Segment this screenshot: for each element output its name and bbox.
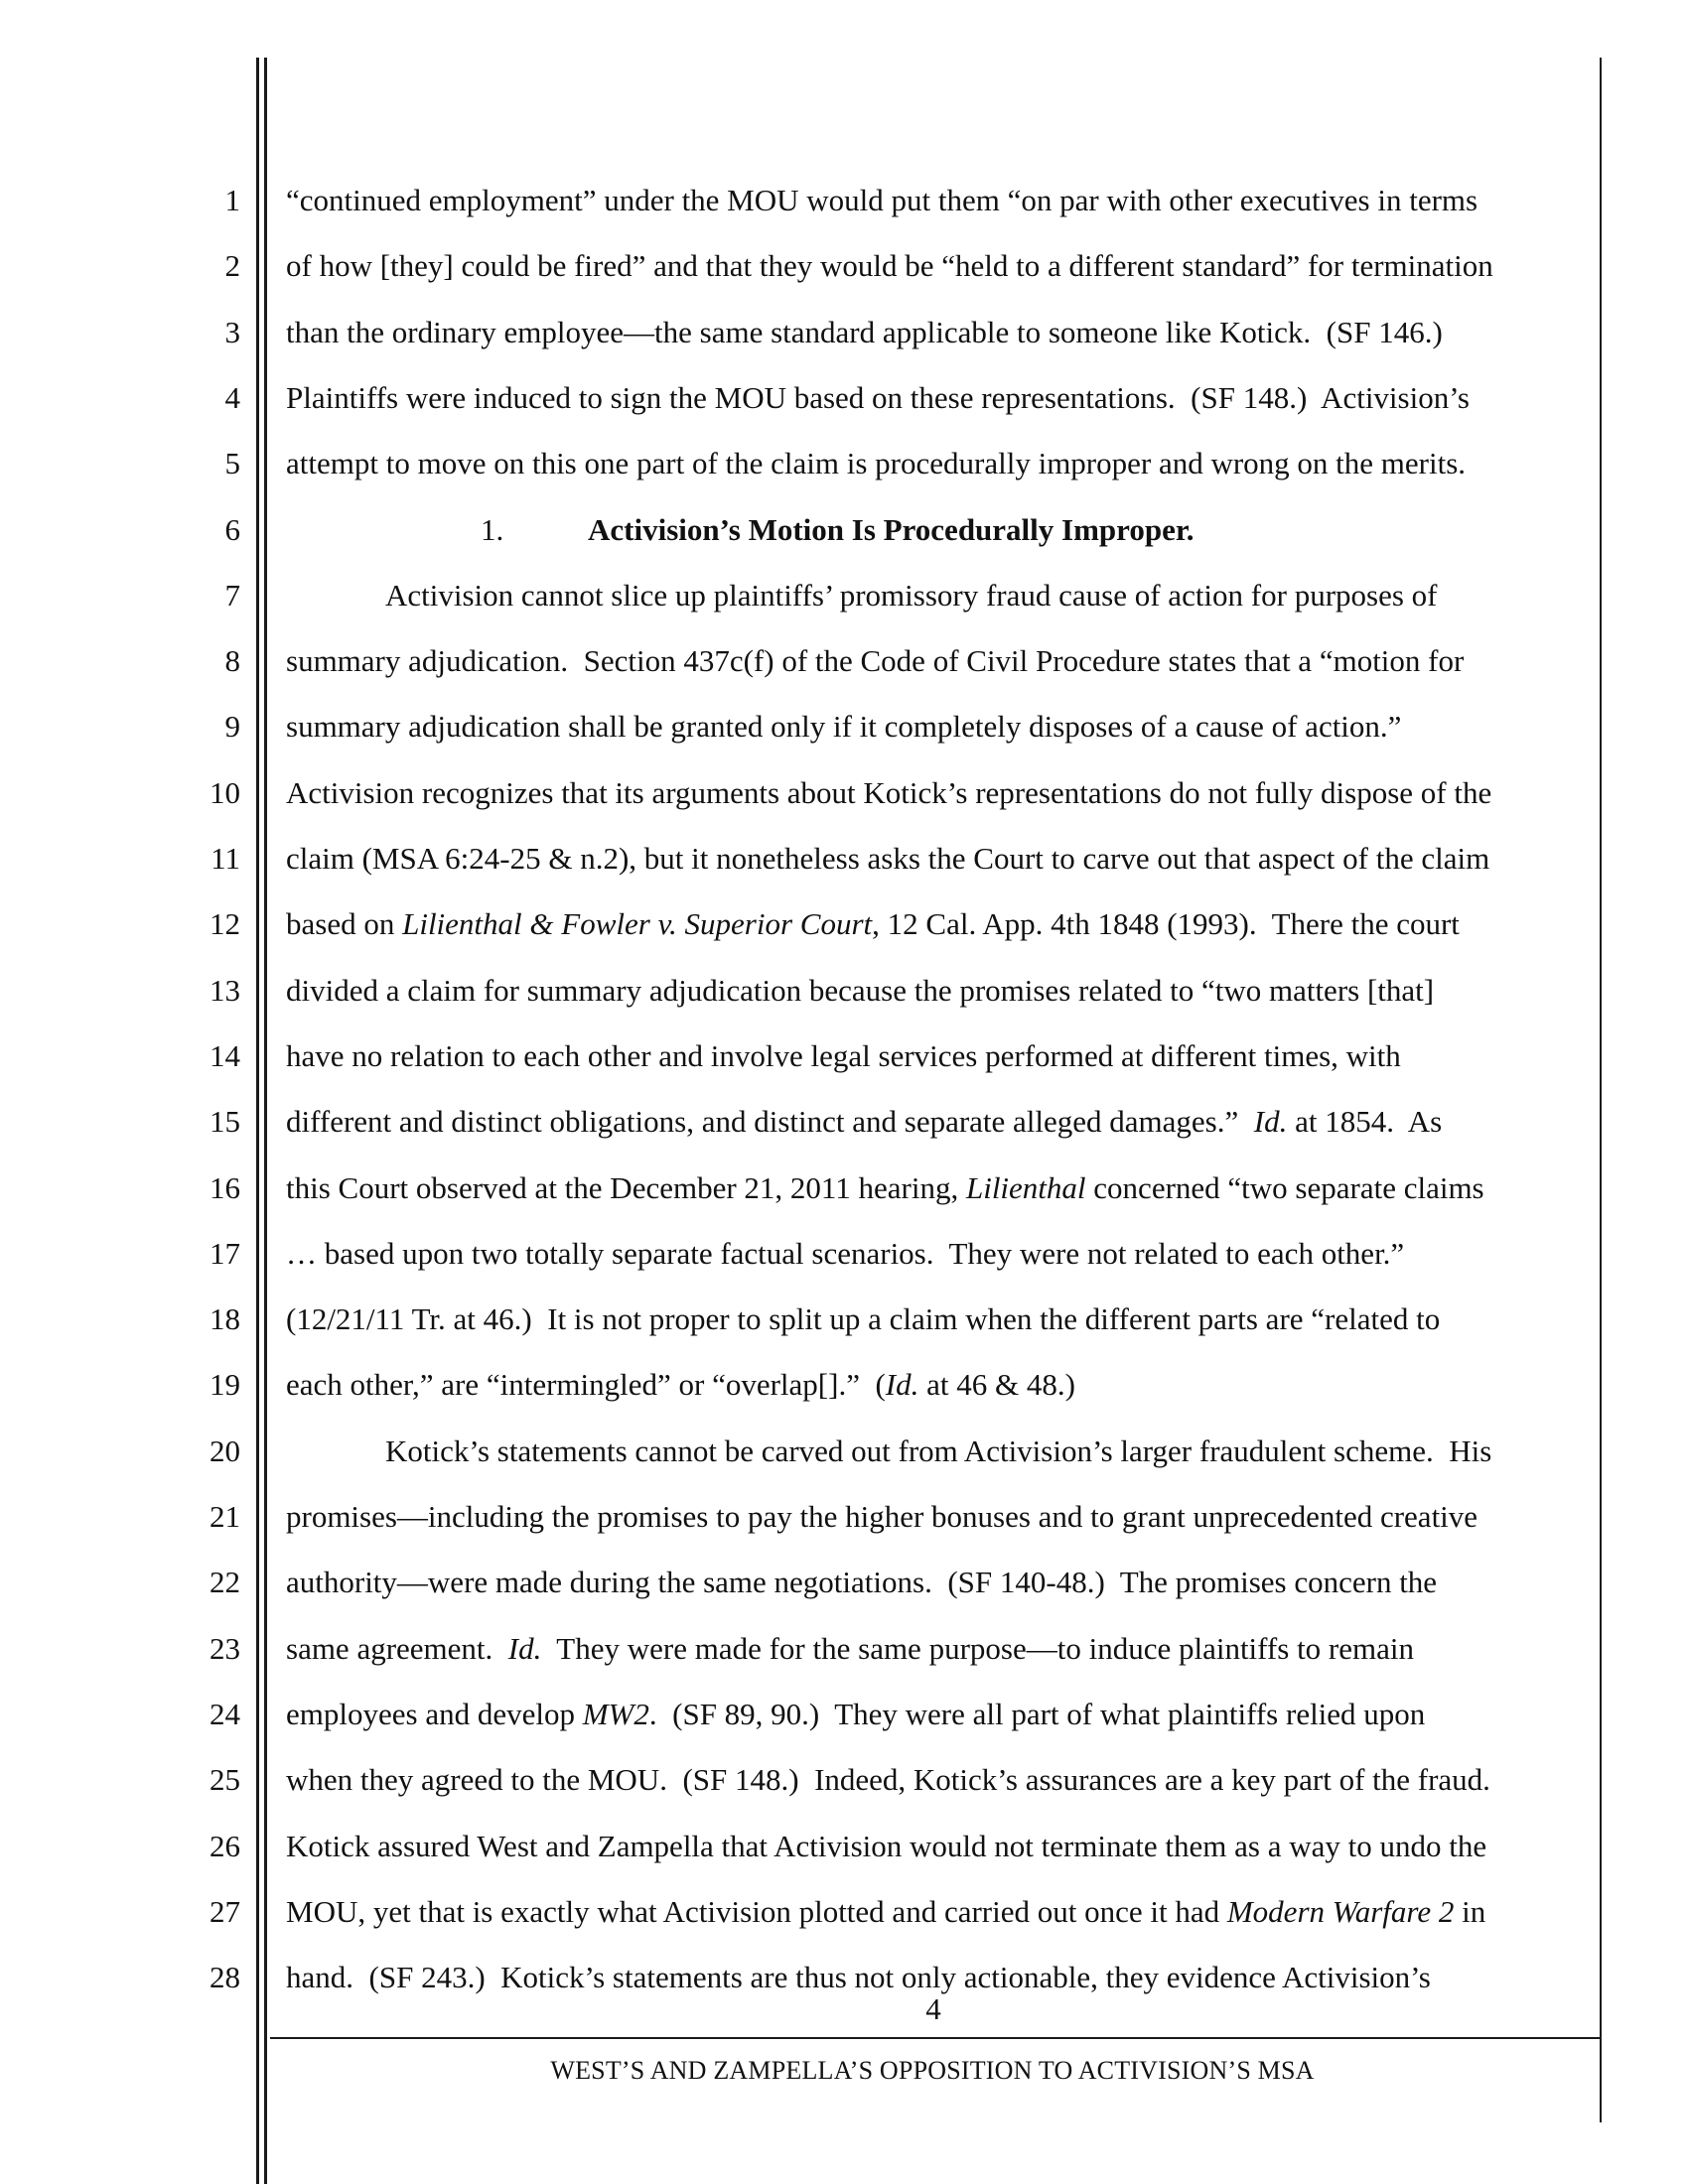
page-number: 4 [925,1991,941,2026]
body-text-line [286,1102,1597,1142]
body-text-line: summary adjudication. Section 437c(f) of the Code of Civil Procedure states that a “motion for [286,643,1465,679]
text-segment: MOU, yet that is exactly what Activision plotted and carried out once it had [286,1893,1227,1929]
body-text-line: attempt to move on this one part of the claim is procedurally improper and wrong on the merits. [286,446,1467,481]
line-number: 6 [224,511,240,547]
italic-citation: Lilienthal & Fowler v. Superior Court [402,906,873,942]
line-number: 19 [210,1367,240,1403]
text-segment: in [1454,1893,1486,1929]
text-segment: at 46 & 48.) [918,1367,1075,1403]
body-text-line [286,904,1597,944]
body-text-line [286,1892,1597,1932]
line-number: 2 [224,248,240,284]
body-text-line: claim (MSA 6:24-25 & n.2), but it nonetheless asks the Court to carve out that aspect of the claim [286,841,1490,876]
line-number: 16 [210,1169,240,1205]
italic-citation: Modern Warfare 2 [1226,1893,1455,1929]
footer-rule [270,2037,1602,2039]
body-text-line: Activision cannot slice up plaintiffs’ promissory fraud cause of action for purposes of [385,577,1438,613]
body-text-line: … based upon two totally separate factual scenarios. They were not related to each other.” [286,1235,1405,1271]
body-text-line [286,1168,1597,1208]
line-number: 3 [224,314,240,349]
text-segment: different and distinct obligations, and distinct and separate alleged damages.” [286,1104,1254,1140]
text-segment: this Court observed at the December 21, 2011 hearing, [286,1169,966,1205]
line-number: 18 [210,1301,240,1337]
body-text-line: authority—were made during the same negotiations. (SF 140-48.) The promises concern the [286,1565,1438,1600]
body-text-line: hand. (SF 243.) Kotick’s statements are thus not only actionable, they evidence Activision’s [286,1960,1431,1995]
line-number: 1 [224,183,240,217]
line-number: 5 [224,446,240,481]
line-number: 9 [224,709,240,745]
body-text-line: Activision recognizes that its arguments about Kotick’s representations do not fully dispose of the [286,774,1492,810]
left-margin-rule-outer [256,58,259,2184]
text-segment: They were made for the same purpose—to induce plaintiffs to remain [541,1630,1415,1666]
text-segment: , 12 Cal. App. 4th 1848 (1993). There the court [872,906,1460,942]
text-segment: at 1854. As [1287,1104,1443,1140]
body-text-line: promises—including the promises to pay the higher bonuses and to grant unprecedented creative [286,1499,1478,1534]
line-number: 14 [210,1037,240,1073]
line-number: 10 [210,774,240,810]
italic-citation: Id. [1253,1104,1288,1140]
body-text-line: when they agreed to the MOU. (SF 148.) Indeed, Kotick’s assurances are a key part of the fraud. [286,1762,1490,1798]
italic-citation: Id. [507,1630,542,1666]
document-footer-title: WEST’S AND ZAMPELLA’S OPPOSITION TO ACTIVISION’S MSA [550,2056,1315,2085]
italic-citation: MW2 [582,1696,649,1731]
line-number: 23 [210,1630,240,1666]
section-heading [286,510,1597,550]
section-heading-number: 1. [481,511,504,547]
line-number: 12 [210,906,240,942]
line-number: 8 [224,643,240,679]
line-number: 17 [210,1235,240,1271]
line-number: 28 [210,1960,240,1995]
body-text-line: “continued employment” under the MOU would put them “on par with other executives in terms [286,183,1478,217]
body-text-line: Kotick assured West and Zampella that Activision would not terminate them as a way to undo the [286,1828,1487,1863]
body-text-line: have no relation to each other and involve legal services performed at different times, with [286,1037,1401,1073]
body-text-line [286,1365,1597,1405]
line-number: 11 [211,841,240,876]
line-number: 21 [210,1499,240,1534]
right-margin-rule [1600,58,1602,2122]
text-segment: based on [286,906,403,942]
line-number: 26 [210,1828,240,1863]
line-number: 20 [210,1433,240,1468]
body-text-line: divided a claim for summary adjudication because the promises related to “two matters [that] [286,972,1435,1008]
line-number: 25 [210,1762,240,1798]
text-segment: concerned “two separate claims [1085,1169,1484,1205]
italic-citation: Lilienthal [965,1169,1086,1205]
text-segment: employees and develop [286,1696,583,1731]
line-number: 27 [210,1893,240,1929]
text-segment: each other,” are “intermingled” or “overlap[].” ( [286,1367,886,1403]
body-text-line [286,1629,1597,1669]
line-number: 15 [210,1104,240,1140]
line-number: 22 [210,1565,240,1600]
section-heading-text: Activision’s Motion Is Procedurally Improper. [588,511,1195,547]
text-segment: same agreement. [286,1630,508,1666]
text-segment: . (SF 89, 90.) They were all part of what plaintiffs relied upon [648,1696,1426,1731]
line-number: 4 [224,379,240,415]
italic-citation: Id. [885,1367,919,1403]
line-number: 24 [210,1696,240,1731]
body-text-line: (12/21/11 Tr. at 46.) It is not proper to split up a claim when the different parts are “related to [286,1301,1441,1337]
body-text-line: Kotick’s statements cannot be carved out from Activision’s larger fraudulent scheme. His [385,1433,1492,1468]
body-text-line: summary adjudication shall be granted only if it completely disposes of a cause of action.” [286,709,1402,745]
left-margin-rule-inner [264,58,267,2184]
line-number: 7 [224,577,240,613]
body-text-line [286,1695,1597,1734]
line-number: 13 [210,972,240,1008]
body-text-line: than the ordinary employee—the same standard applicable to someone like Kotick. (SF 146.) [286,314,1443,349]
body-text-line: Plaintiffs were induced to sign the MOU based on these representations. (SF 148.) Activision’s [286,379,1470,415]
body-text-line: of how [they] could be fired” and that they would be “held to a different standard” for termination [286,248,1493,284]
